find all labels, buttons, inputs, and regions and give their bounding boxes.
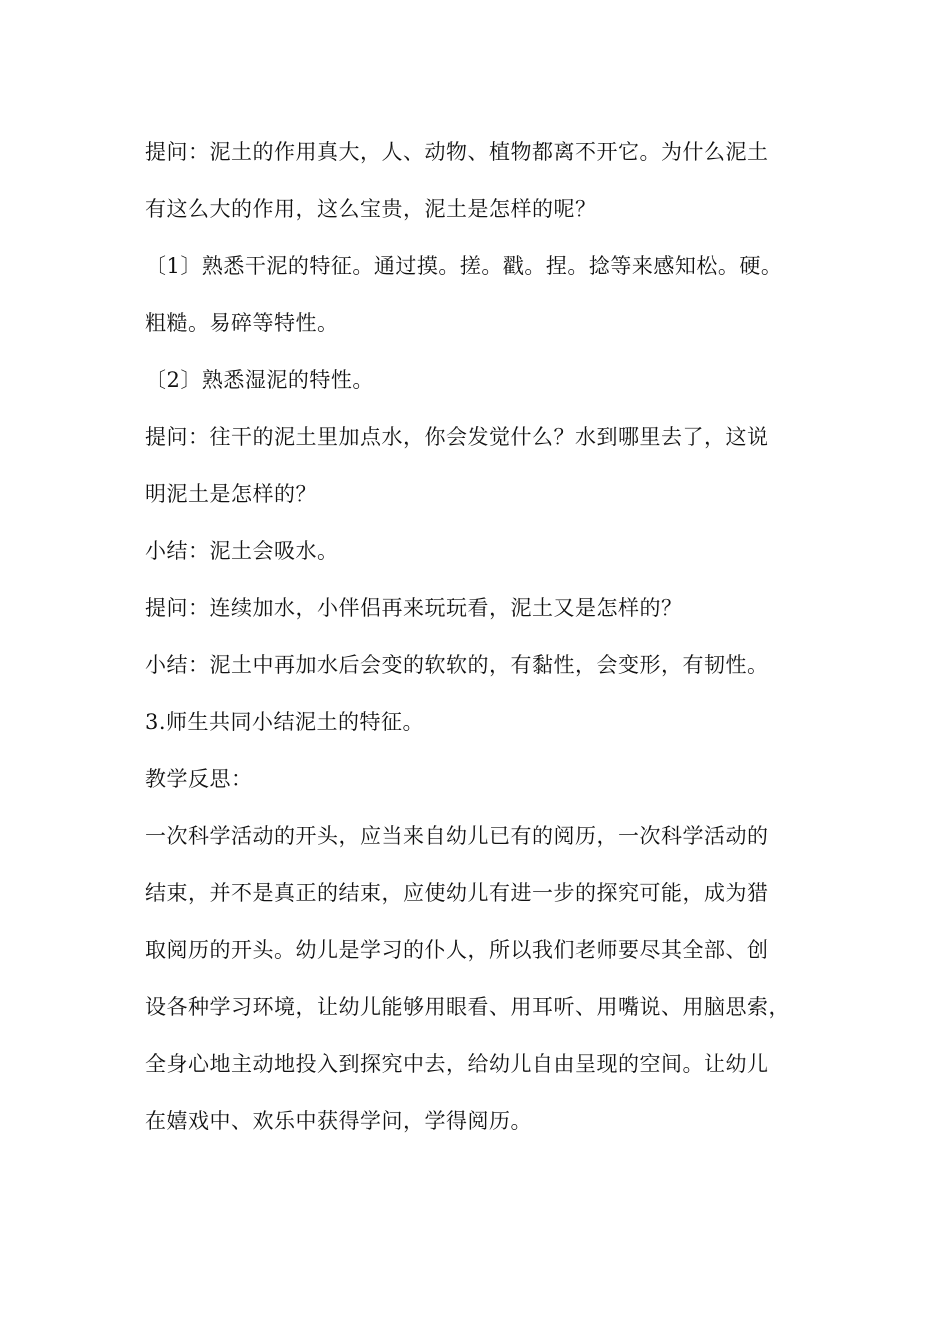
text-line: 〔1〕熟悉干泥的特征。通过摸。搓。戳。捏。捻等来感知松。硬。 (145, 254, 783, 278)
text-line: 结束，并不是真正的结束，应使幼儿有进一步的探究可能，成为猎 (145, 881, 769, 905)
text-line: 提问：泥土的作用真大，人、动物、植物都离不开它。为什么泥土 (145, 140, 769, 164)
text-line: 全身心地主动地投入到探究中去，给幼儿自由呈现的空间。让幼儿 (145, 1052, 769, 1076)
text-line: 明泥土是怎样的？ (145, 482, 317, 506)
text-line: 取阅历的开头。幼儿是学习的仆人，所以我们老师要尽其全部、创 (145, 938, 769, 962)
text-line: 有这么大的作用，这么宝贵，泥土是怎样的呢？ (145, 197, 597, 221)
text-line: 在嬉戏中、欢乐中获得学问，学得阅历。 (145, 1109, 532, 1133)
text-line: 提问：连续加水，小伴侣再来玩玩看，泥土又是怎样的？ (145, 596, 683, 620)
text-line: 一次科学活动的开头，应当来自幼儿已有的阅历，一次科学活动的 (145, 824, 769, 848)
text-line: 粗糙。易碎等特性。 (145, 311, 339, 335)
text-line: 小结：泥土会吸水。 (145, 539, 339, 563)
text-line: 设各种学习环境，让幼儿能够用眼看、用耳听、用嘴说、用脑思索， (145, 995, 790, 1019)
text-line: 3.师生共同小结泥土的特征。 (145, 710, 425, 734)
text-line: 〔2〕熟悉湿泥的特性。 (145, 368, 374, 392)
text-line: 提问：往干的泥土里加点水，你会发觉什么？水到哪里去了，这说 (145, 425, 769, 449)
text-line: 小结：泥土中再加水后会变的软软的，有黏性，会变形，有韧性。 (145, 653, 769, 677)
section-heading: 教学反思： (145, 767, 253, 791)
